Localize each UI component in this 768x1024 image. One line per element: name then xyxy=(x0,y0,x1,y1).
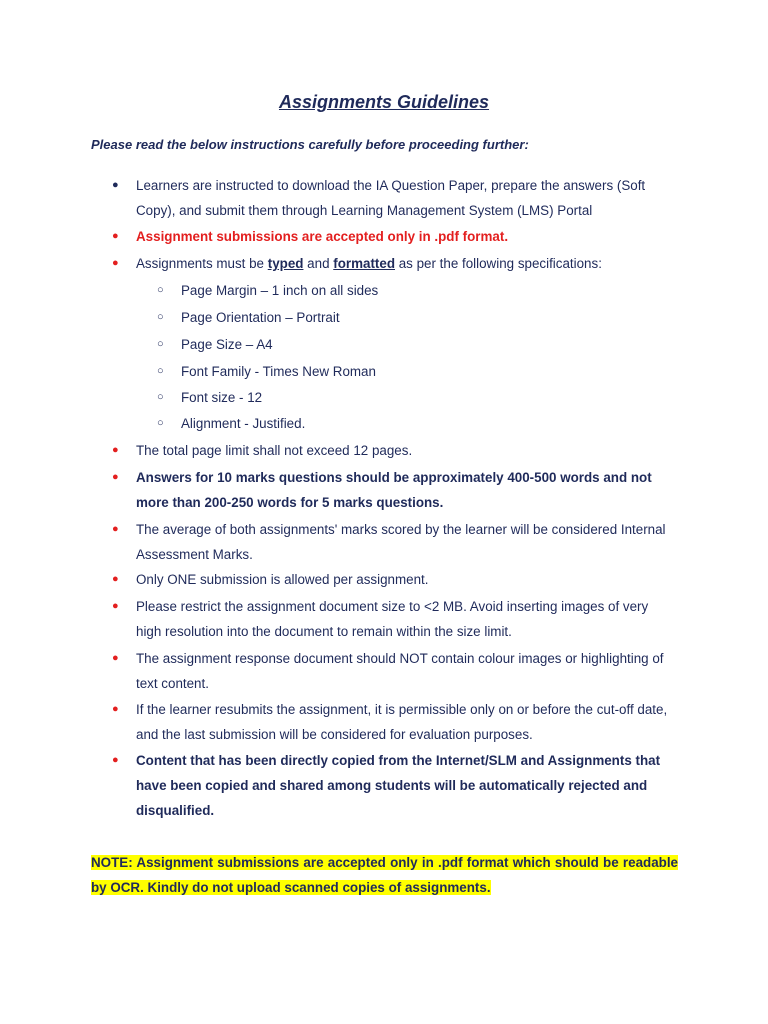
bullet-icon: ● xyxy=(112,230,119,242)
formatted-emphasis: formatted xyxy=(333,256,395,271)
bullet-icon: ● xyxy=(112,444,119,456)
list-item xyxy=(136,251,676,276)
spec-item: Font size - 12 xyxy=(181,390,263,405)
circle-bullet-icon: ○ xyxy=(157,417,164,429)
spec-item: Alignment - Justified. xyxy=(181,416,306,431)
note-text xyxy=(91,850,678,900)
bullet-icon: ● xyxy=(112,523,119,535)
spec-item: Page Orientation – Portrait xyxy=(181,310,340,325)
spec-item: Font Family - Times New Roman xyxy=(181,364,376,379)
list-item: Only ONE submission is allowed per assignment. xyxy=(136,572,429,587)
circle-bullet-icon: ○ xyxy=(157,311,164,323)
list-item: Please restrict the assignment document size to <2 MB. Avoid inserting images of very high resolution into the document to remain within the size limit. xyxy=(136,599,649,639)
circle-bullet-icon: ○ xyxy=(157,365,164,377)
spec-item: Page Size – A4 xyxy=(181,337,273,352)
list-item: Content that has been directly copied from the Internet/SLM and Assignments that have been copied and shared among students will be automatically rejected and disqualified. xyxy=(136,753,661,818)
bullet-icon: ● xyxy=(112,652,119,664)
list-item: Answers for 10 marks questions should be approximately 400-500 words and not more than 200-250 words for 5 marks questions. xyxy=(136,470,652,510)
circle-bullet-icon: ○ xyxy=(157,391,164,403)
bullet-icon: ● xyxy=(112,471,119,483)
item-text: as per the following specifications: xyxy=(395,256,602,271)
list-item: The total page limit shall not exceed 12 pages. xyxy=(136,443,413,458)
bullet-icon: ● xyxy=(112,703,119,715)
note-highlight: NOTE: Assignment submissions are accepted only in .pdf format which should be readable by OCR. Kindly do not upload scanned copies of assignments. xyxy=(91,855,678,895)
list-item: If the learner resubmits the assignment, it is permissible only on or before the cut-off date, and the last submission will be considered for evaluation purposes. xyxy=(136,702,668,742)
list-item: The average of both assignments' marks scored by the learner will be considered Internal Assessment Marks. xyxy=(136,522,666,562)
typed-emphasis: typed xyxy=(267,256,304,271)
item-text: and xyxy=(303,256,334,271)
list-item: The assignment response document should NOT contain colour images or highlighting of text content. xyxy=(136,651,664,691)
circle-bullet-icon: ○ xyxy=(157,338,164,350)
bullet-icon: ● xyxy=(112,754,119,766)
bullet-icon: ● xyxy=(112,600,119,612)
bullet-icon: ● xyxy=(112,573,119,585)
bullet-icon: ● xyxy=(112,257,119,269)
intro-text: Please read the below instructions carefully before proceeding further: xyxy=(91,137,529,152)
list-item: Learners are instructed to download the IA Question Paper, prepare the answers (Soft Copy), and submit them through Learning Management System (LMS) Portal xyxy=(136,178,646,218)
page-title: Assignments Guidelines xyxy=(278,92,490,112)
item-text: Assignments must be xyxy=(136,256,268,271)
bullet-icon: ● xyxy=(112,179,119,191)
circle-bullet-icon: ○ xyxy=(157,284,164,296)
spec-item: Page Margin – 1 inch on all sides xyxy=(181,283,379,298)
list-item: Assignment submissions are accepted only in .pdf format. xyxy=(136,229,509,244)
